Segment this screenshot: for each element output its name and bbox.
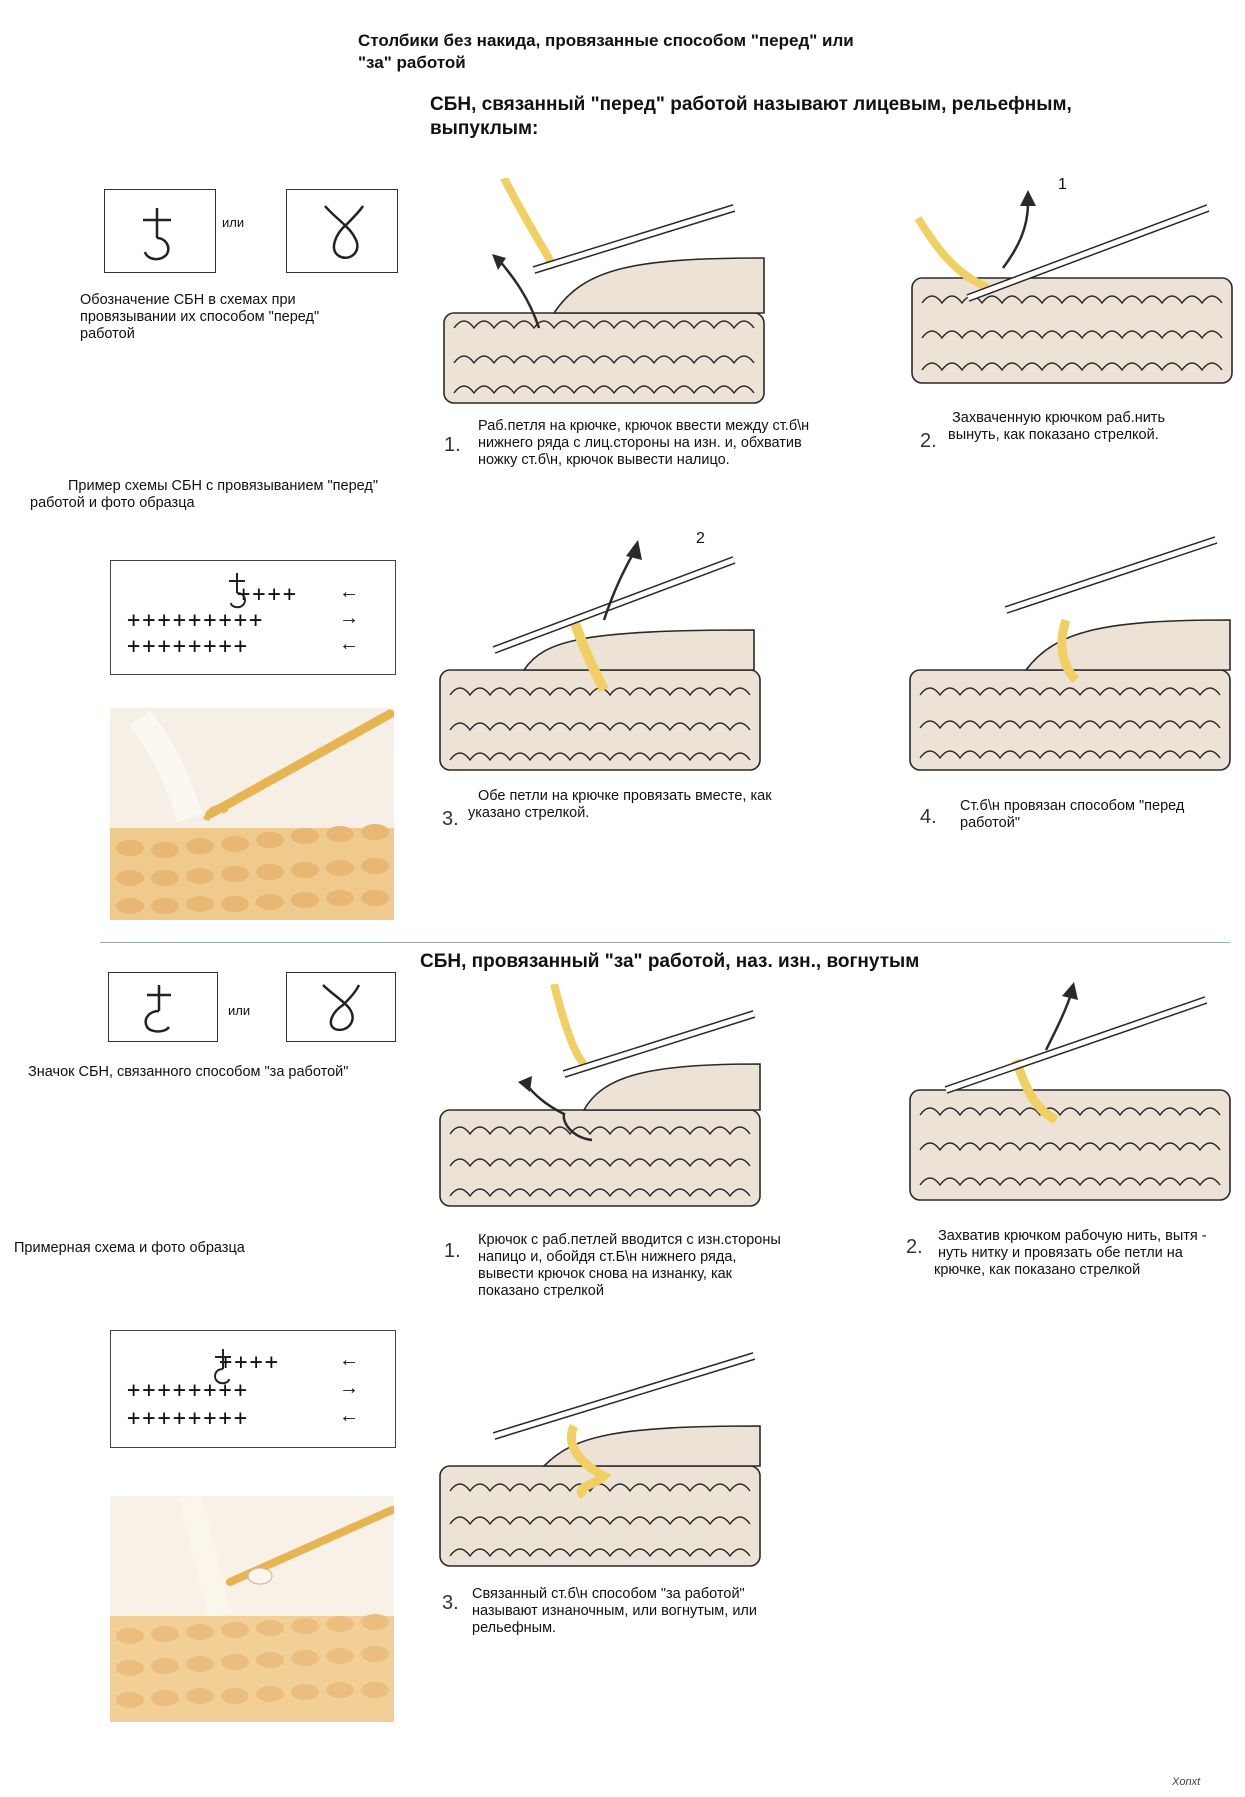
front-post-symbol-icon (105, 190, 215, 272)
back-post-symbol-box (108, 972, 218, 1042)
scheme-arrow-left-icon: ← (339, 1349, 359, 1371)
back-step-2-number: 2. (906, 1236, 923, 1258)
back-step-1-illustration (434, 984, 774, 1214)
back-step-3-number: 3. (442, 1592, 459, 1614)
front-post-symbol-box (104, 189, 216, 273)
step-caption-line: Крючок с раб.петлей вводится с изн.стороны (478, 1232, 781, 1248)
step-caption-line: Раб.петля на крючке, крючок ввести между ст.б\н (478, 418, 810, 434)
back-step-2-illustration (906, 980, 1236, 1210)
step-3-illustration (434, 530, 774, 780)
back-post-alt-symbol-box (286, 972, 396, 1042)
scheme-arrow-left-icon: ← (339, 633, 359, 655)
step-caption-line: указано стрелкой. (468, 805, 590, 821)
front-post-sample-photo (110, 708, 394, 920)
step-caption-line: Связанный ст.б\н способом "за работой" (472, 1586, 745, 1602)
back-symbol-caption: Значок СБН, связанного способом "за работой" (28, 1064, 349, 1080)
back-step-3-caption (472, 1586, 832, 1637)
front-post-alt-symbol-icon (287, 190, 397, 272)
scheme-back-post-mark-icon (209, 1345, 239, 1395)
title-line-2: "за" работой (358, 53, 466, 72)
step-1-illustration (434, 178, 774, 413)
symbol-caption (80, 292, 380, 343)
example-caption-line: Пример схемы СБН с провязыванием "перед" (68, 478, 378, 494)
front-post-scheme (110, 560, 396, 675)
scheme-front-post-mark-icon (223, 569, 253, 619)
step-caption-line: Ст.б\н провязан способом "перед (960, 798, 1185, 814)
back-step-3-illustration (434, 1336, 774, 1576)
step-3-caption (468, 788, 828, 822)
section1-subtitle-line-2: выпуклым: (430, 118, 539, 139)
step-2-number: 2. (920, 430, 937, 452)
step-caption-line: Захваченную крючком раб.нить (952, 410, 1165, 426)
back-step-1-number: 1. (444, 1240, 461, 1262)
scheme-row-3: ++++++++ (127, 634, 249, 659)
scheme-arrow-left-icon: ← (339, 1405, 359, 1427)
scheme-row-3: ++++++++ (127, 1406, 249, 1431)
step-2-illustration (908, 178, 1238, 393)
signature: Xonxt (1172, 1776, 1201, 1788)
scheme-arrow-left-icon: ← (339, 581, 359, 603)
step-caption-line: называют изнаночным, или вогнутым, или (472, 1603, 757, 1619)
scheme-row-1: ++++ (237, 582, 298, 607)
step-caption-line: нуть нитку и провязать обе петли на (938, 1245, 1183, 1261)
scheme-arrow-right-icon: → (339, 607, 359, 629)
step-2-arrow-label: 1 (1058, 176, 1067, 193)
step-4-illustration (906, 520, 1236, 775)
step-4-caption (960, 798, 1240, 832)
section1-subtitle (430, 93, 1210, 141)
section2-subtitle: СБН, провязанный "за" работой, наз. изн., вогнутым (420, 951, 920, 972)
step-2-caption (948, 410, 1228, 444)
back-post-alt-symbol-icon (287, 973, 395, 1041)
front-post-alt-symbol-box (286, 189, 398, 273)
scheme-arrow-right-icon: → (339, 1377, 359, 1399)
step-3-number: 3. (442, 808, 459, 830)
example-caption-line: работой и фото образца (30, 495, 195, 511)
step-caption-line: ножку ст.б\н, крючок вывести налицо. (478, 452, 730, 468)
step-caption-line: Обе петли на крючке провязать вместе, как (478, 788, 772, 804)
back-step-2-caption (934, 1228, 1234, 1279)
scheme-row-2: +++++++++ (127, 608, 265, 633)
back-step-1-caption (478, 1232, 838, 1300)
section-divider (100, 942, 1230, 943)
back-post-scheme (110, 1330, 396, 1448)
title-line-1: Столбики без накида, провязанные способом "перед" или (358, 31, 854, 50)
or-label: или (222, 215, 245, 230)
section1-subtitle-line-1: СБН, связанный "перед" работой называют лицевым, рельефным, (430, 94, 1072, 115)
back-post-sample-photo (110, 1496, 394, 1722)
page-title (358, 30, 1058, 74)
example-caption (30, 478, 430, 512)
step-4-number: 4. (920, 806, 937, 828)
step-3-arrow-label: 2 (696, 530, 705, 547)
symbol-caption-line: Обозначение СБН в схемах при (80, 292, 296, 308)
scheme-row-1: ++++ (219, 1350, 280, 1375)
step-caption-line: рельефным. (472, 1620, 557, 1636)
back-post-symbol-icon (109, 973, 217, 1041)
symbol-caption-line: провязывании их способом "перед" (80, 309, 320, 325)
step-caption-line: крючке, как показано стрелкой (934, 1262, 1141, 1278)
step-caption-line: нижнего ряда с лиц.стороны на изн. и, обхватив (478, 435, 802, 451)
scheme-row-2: ++++++++ (127, 1378, 249, 1403)
step-caption-line: напицо и, обойдя ст.Б\н нижнего ряда, (478, 1249, 737, 1265)
step-caption-line: работой" (960, 815, 1020, 831)
step-caption-line: показано стрелкой (478, 1283, 604, 1299)
step-caption-line: вынуть, как показано стрелкой. (948, 427, 1159, 443)
step-caption-line: вывести крючок снова на изнанку, как (478, 1266, 733, 1282)
step-1-caption (478, 418, 878, 469)
symbol-caption-line: работой (80, 326, 135, 342)
or-label: или (228, 1003, 251, 1018)
step-caption-line: Захватив крючком рабочую нить, вытя - (938, 1228, 1207, 1244)
back-example-caption: Примерная схема и фото образца (14, 1240, 245, 1256)
step-1-number: 1. (444, 434, 461, 456)
